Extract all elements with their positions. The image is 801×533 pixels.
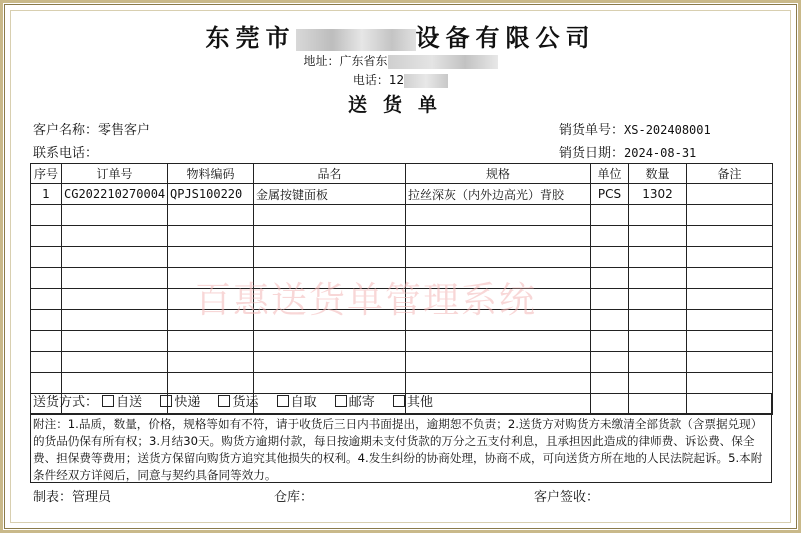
col-qty: 数量: [629, 164, 687, 184]
empty-cell: [62, 205, 168, 226]
empty-cell: [629, 247, 687, 268]
customer-label: 客户名称：: [33, 123, 99, 138]
customer-value: 零售客户: [98, 123, 151, 138]
ship-option-self[interactable]: 自送: [102, 395, 142, 410]
empty-cell: [406, 352, 591, 373]
table-row: [31, 268, 773, 289]
checkbox-icon[interactable]: [335, 395, 347, 407]
maker-value: 管理员: [72, 490, 112, 505]
empty-cell: [629, 352, 687, 373]
checkbox-icon[interactable]: [160, 395, 172, 407]
customer-name: [33, 119, 150, 138]
table-row: [31, 373, 773, 394]
empty-cell: [31, 373, 62, 394]
empty-cell: [687, 352, 773, 373]
empty-cell: [254, 289, 406, 310]
address-line: [0, 52, 801, 69]
empty-cell: [31, 247, 62, 268]
checkbox-icon[interactable]: [102, 395, 114, 407]
empty-cell: [31, 205, 62, 226]
empty-cell: [254, 352, 406, 373]
order-no-value: XS-202408001: [624, 123, 711, 137]
company-prefix: 东莞市: [205, 23, 296, 52]
empty-cell: [406, 268, 591, 289]
table-header-row: [31, 164, 773, 184]
empty-cell: [254, 331, 406, 352]
shipping-label: 送货方式：: [33, 395, 99, 410]
col-seq: 序号: [31, 164, 62, 184]
empty-cell: [406, 247, 591, 268]
phone-label: 电话：: [352, 73, 389, 87]
contact-phone: [33, 142, 98, 161]
empty-cell: [629, 373, 687, 394]
empty-cell: [168, 205, 254, 226]
contact-label: 联系电话：: [33, 146, 99, 161]
empty-cell: [62, 310, 168, 331]
col-note: 备注: [687, 164, 773, 184]
shipping-method: [31, 393, 771, 414]
empty-cell: [629, 310, 687, 331]
table-row: [31, 289, 773, 310]
checkbox-icon[interactable]: [393, 395, 405, 407]
footer-warehouse: [274, 486, 313, 505]
empty-cell: [591, 373, 629, 394]
empty-cell: [591, 247, 629, 268]
col-order: 订单号: [62, 164, 168, 184]
address-value: 广东省东: [339, 54, 388, 68]
empty-cell: [591, 289, 629, 310]
maker-label: 制表：: [33, 490, 73, 505]
empty-cell: [254, 205, 406, 226]
col-unit: 单位: [591, 164, 629, 184]
empty-cell: [168, 289, 254, 310]
empty-cell: [31, 310, 62, 331]
empty-cell: [254, 226, 406, 247]
empty-cell: [31, 268, 62, 289]
empty-cell: [629, 289, 687, 310]
empty-cell: [168, 268, 254, 289]
empty-cell: [687, 205, 773, 226]
watermark: 百惠送货单管理系统: [195, 280, 538, 321]
cell-order: CG202210270004: [62, 184, 168, 205]
empty-cell: [687, 226, 773, 247]
col-spec: 规格: [406, 164, 591, 184]
empty-cell: [168, 373, 254, 394]
empty-cell: [168, 226, 254, 247]
ship-option-freight[interactable]: 货运: [218, 395, 258, 410]
redacted-block: [388, 55, 498, 69]
address-label: 地址：: [303, 54, 340, 68]
ship-option-mail[interactable]: 邮寄: [335, 395, 375, 410]
table-row: [31, 226, 773, 247]
document-title: 送货单: [347, 94, 453, 116]
empty-cell: [62, 373, 168, 394]
redacted-block: [296, 29, 416, 51]
empty-cell: [687, 373, 773, 394]
empty-cell: [591, 310, 629, 331]
empty-cell: [406, 226, 591, 247]
date-label: 销货日期：: [559, 146, 625, 161]
empty-cell: [62, 268, 168, 289]
empty-cell: [629, 268, 687, 289]
footer-sign: [534, 486, 599, 505]
empty-cell: [591, 268, 629, 289]
empty-cell: [591, 352, 629, 373]
empty-cell: [254, 373, 406, 394]
company-suffix: 设备有限公司: [415, 23, 596, 52]
empty-cell: [406, 331, 591, 352]
empty-cell: [687, 310, 773, 331]
company-name: [0, 18, 801, 53]
empty-cell: [62, 331, 168, 352]
empty-cell: [168, 247, 254, 268]
empty-cell: [31, 352, 62, 373]
cell-seq: 1: [31, 184, 62, 205]
empty-cell: [629, 205, 687, 226]
empty-cell: [591, 331, 629, 352]
empty-cell: [62, 289, 168, 310]
terms-notes: 附注：1.品质，数量，价格，规格等如有不符，请于收货后三日内书面提出，逾期恕不负责；2.送货方对购货方未缴清全部货款（含票据兑现）的货品仍保有所有权；3.月结30天。购货方逾期付款，每日按逾期未支付货款的万分之五支付利息，且承担因此造成的律师费、诉讼费、保全费、担保费等费用；送货方保留向购货方追究其他损失的权利。4.发生纠纷的协商处理，协商不成，可向送货方所在地的人民法院起诉。5.本附条件经双方详阅后，同意与契约具备同等效力。: [33, 417, 763, 482]
cell-note: [687, 184, 773, 205]
bottom-section: [30, 393, 772, 483]
table-row: [31, 310, 773, 331]
cell-unit: PCS: [591, 184, 629, 205]
table-row: [31, 247, 773, 268]
order-date: [559, 142, 696, 161]
cell-name: 金属按键面板: [254, 184, 406, 205]
empty-cell: [31, 331, 62, 352]
empty-cell: [406, 373, 591, 394]
sign-label: 客户签收：: [534, 490, 600, 505]
empty-cell: [168, 352, 254, 373]
table-row: [31, 352, 773, 373]
empty-cell: [687, 247, 773, 268]
empty-cell: [168, 310, 254, 331]
empty-cell: [254, 247, 406, 268]
ship-option-other[interactable]: 其他: [393, 395, 433, 410]
empty-cell: [687, 331, 773, 352]
col-name: 品名: [254, 164, 406, 184]
empty-cell: [406, 289, 591, 310]
ship-option-pickup[interactable]: 自取: [277, 395, 317, 410]
order-number: [559, 119, 711, 138]
date-value: 2024-08-31: [624, 146, 697, 160]
empty-cell: [591, 226, 629, 247]
empty-cell: [168, 331, 254, 352]
phone-line: [0, 71, 801, 88]
empty-cell: [687, 268, 773, 289]
phone-value: 12: [388, 73, 405, 87]
table-row: [31, 331, 773, 352]
empty-cell: [31, 226, 62, 247]
empty-cell: [406, 205, 591, 226]
table-row: [31, 205, 773, 226]
empty-cell: [629, 331, 687, 352]
items-table: [30, 163, 773, 415]
empty-cell: [254, 310, 406, 331]
empty-cell: [62, 226, 168, 247]
checkbox-icon[interactable]: [277, 395, 289, 407]
footer-maker: [33, 486, 111, 505]
cell-qty: 1302: [629, 184, 687, 205]
empty-cell: [62, 247, 168, 268]
table-row: [31, 184, 773, 205]
empty-cell: [687, 289, 773, 310]
cell-spec: 拉丝深灰（内外边高光）背胶: [406, 184, 591, 205]
empty-cell: [62, 352, 168, 373]
empty-cell: [591, 205, 629, 226]
empty-cell: [406, 310, 591, 331]
empty-cell: [629, 226, 687, 247]
ship-option-express[interactable]: 快递: [160, 395, 200, 410]
order-no-label: 销货单号：: [559, 123, 625, 138]
cell-code: QPJS100220: [168, 184, 254, 205]
redacted-block: [404, 74, 448, 88]
col-code: 物料编码: [168, 164, 254, 184]
empty-cell: [31, 289, 62, 310]
checkbox-icon[interactable]: [218, 395, 230, 407]
warehouse-label: 仓库：: [274, 490, 314, 505]
empty-cell: [254, 268, 406, 289]
